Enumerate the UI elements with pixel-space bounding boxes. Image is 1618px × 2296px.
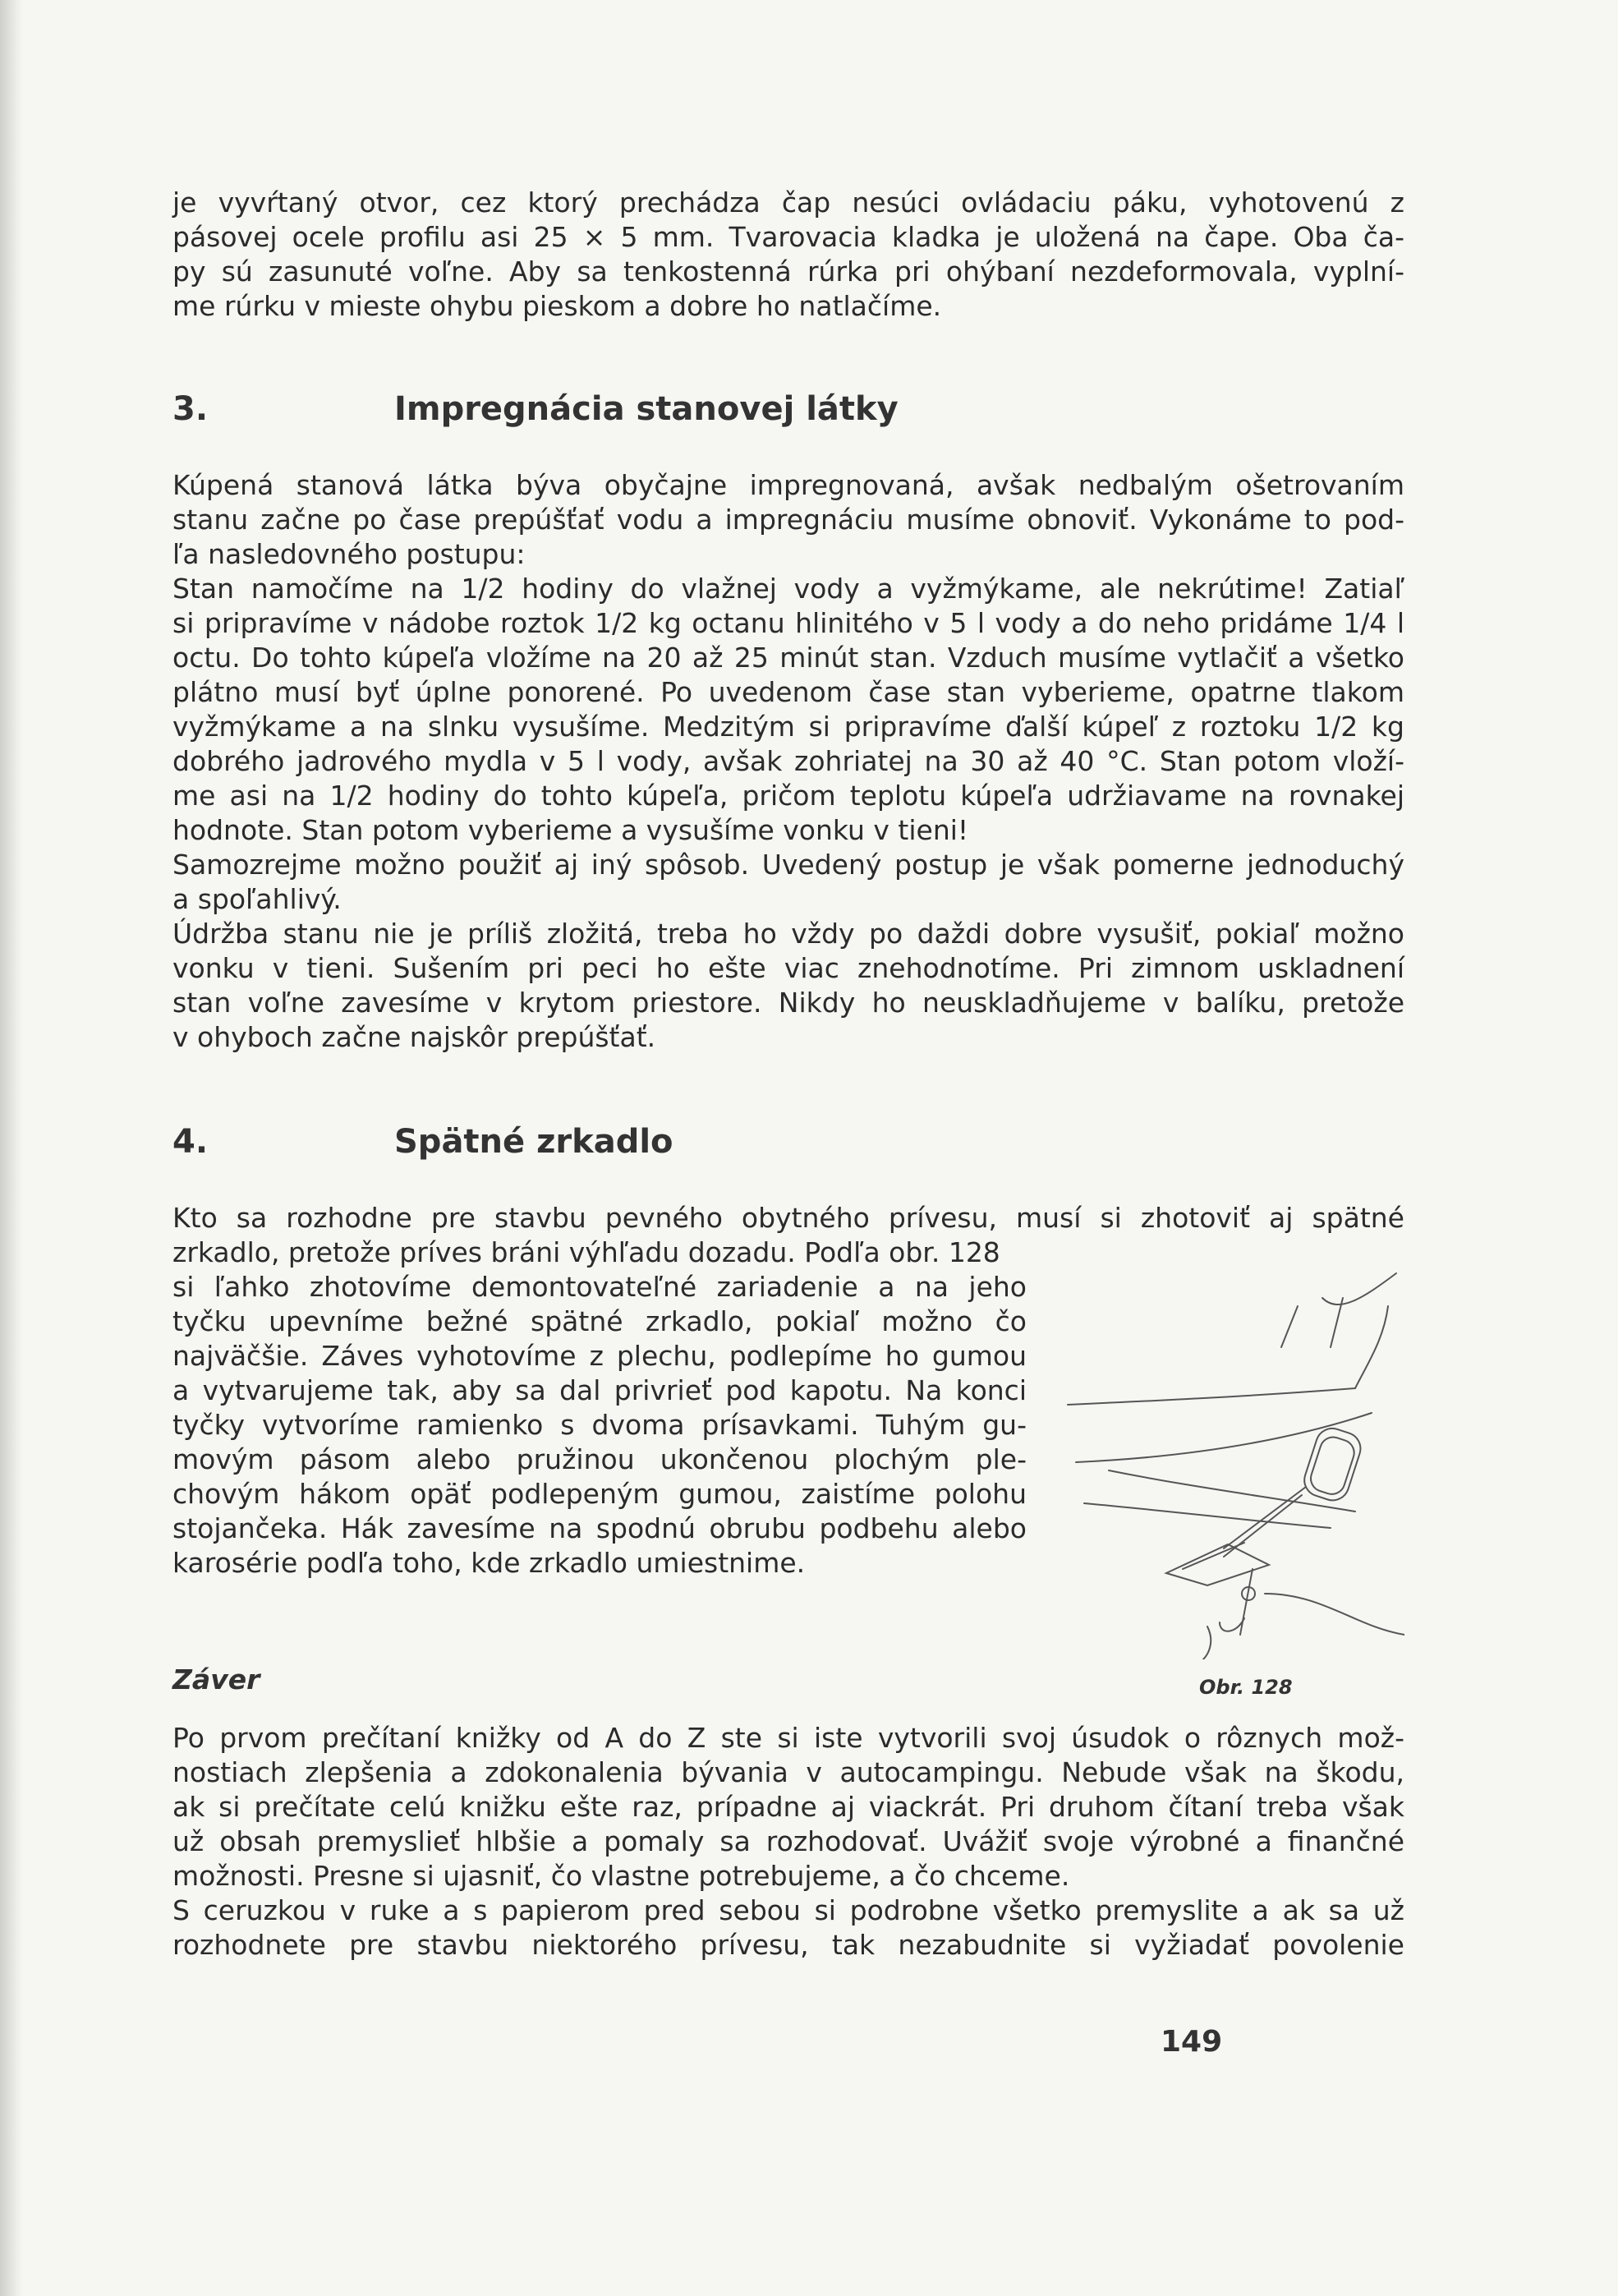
text-line: si pripravíme v nádobe roztok 1/2 kg octanu hlinitého v 5 l vody a do neho pridáme 1/4 l	[172, 607, 1404, 639]
text-line: vonku v tieni. Sušením pri peci ho ešte viac znehodnotíme. Pri zimnom uskladnení	[172, 952, 1404, 984]
text-line: je vyvŕtaný otvor, cez ktorý prechádza čap nesúci ovládaciu páku, vyhotovenú z	[172, 186, 1404, 219]
text-line: vyžmýkame a na slnku vysušíme. Medzitým si pripravíme ďalší kúpeľ z roztoku 1/2 kg	[172, 711, 1404, 743]
book-spine-shadow	[0, 0, 23, 2296]
section-4-heading	[172, 1123, 673, 1161]
text-line: Kúpená stanová látka býva obyčajne impregnovaná, avšak nedbalým ošetrovaním	[172, 469, 1404, 501]
text-line: me rúrku v mieste ohybu pieskom a dobre ho natlačíme.	[172, 290, 942, 322]
text-line: nostiach zlepšenia a zdokonalenia bývania v autocampingu. Nebude však na škodu,	[172, 1756, 1404, 1788]
text-line: Údržba stanu nie je príliš zložitá, treba ho vždy po daždi dobre vysušiť, pokiaľ možno	[172, 918, 1404, 950]
section-4-body	[172, 1270, 1027, 1581]
text-line: stanu začne po čase prepúšťať vodu a impregnáciu musíme obnoviť. Vykonáme to pod-	[172, 504, 1404, 536]
text-line: tyčku upevníme bežné spätné zrkadlo, pokiaľ možno čo	[172, 1305, 1027, 1337]
text-line: dobrého jadrového mydla v 5 l vody, avšak zohriatej na 30 až 40 °C. Stan potom vloží-	[172, 745, 1404, 777]
text-line: ľa nasledovného postupu:	[172, 538, 526, 570]
text-line: karosérie podľa toho, kde zrkadlo umiestnime.	[172, 1547, 806, 1579]
mirror-sketch-figure	[1060, 1249, 1404, 1659]
conclusion-body	[172, 1721, 1404, 1962]
intro-paragraph	[172, 186, 1404, 324]
text-line: stojančeka. Hák zavesíme na spodnú obrubu podbehu alebo	[172, 1512, 1027, 1544]
section-3-heading	[172, 390, 899, 428]
section-title: Spätné zrkadlo	[394, 1123, 673, 1161]
text-line: tyčky vytvoríme ramienko s dvoma prísavkami. Tuhým gu-	[172, 1409, 1027, 1441]
text-line: najväčšie. Záves vyhotovíme z plechu, podlepíme ho gumou	[172, 1340, 1027, 1372]
text-line: a vytvarujeme tak, aby sa dal privrieť pod kapotu. Na konci	[172, 1374, 1027, 1406]
text-line: Kto sa rozhodne pre stavbu pevného obytného prívesu, musí si zhotoviť aj spätné	[172, 1202, 1404, 1234]
text-line: movým pásom alebo pružinou ukončenou plochým ple-	[172, 1443, 1027, 1475]
text-line: a spoľahlivý.	[172, 883, 342, 915]
text-line: možnosti. Presne si ujasniť, čo vlastne potrebujeme, a čo chceme.	[172, 1860, 1070, 1892]
section-3-body	[172, 468, 1404, 1055]
text-line: me asi na 1/2 hodiny do tohto kúpeľa, pričom teplotu kúpeľa udržiavame na rovnakej	[172, 780, 1404, 812]
text-line: octu. Do tohto kúpeľa vložíme na 20 až 25 minút stan. Vzduch musíme vytlačiť a všetko	[172, 642, 1404, 674]
text-line: chovým hákom opäť podlepeným gumou, zaistíme polohu	[172, 1478, 1027, 1510]
figure-caption: Obr. 128	[1199, 1676, 1293, 1699]
text-line: stan voľne zavesíme v krytom priestore. Nikdy ho neuskladňujeme v balíku, pretože	[172, 987, 1404, 1019]
text-line: už obsah premyslieť hlbšie a pomaly sa rozhodovať. Uvážiť svoje výrobné a finančné	[172, 1825, 1404, 1857]
text-line: plátno musí byť úplne ponorené. Po uvedenom čase stan vyberieme, opatrne tlakom	[172, 676, 1404, 708]
text-line: Samozrejme možno použiť aj iný spôsob. Uvedený postup je však pomerne jednoduchý	[172, 849, 1404, 881]
section-number: 3.	[172, 390, 209, 428]
text-line: S ceruzkou v ruke a s papierom pred sebou si podrobne všetko premyslite a ak sa už	[172, 1894, 1404, 1926]
text-line: Stan namočíme na 1/2 hodiny do vlažnej vody a vyžmýkame, ale nekrútime! Zatiaľ	[172, 573, 1404, 605]
section-title: Impregnácia stanovej látky	[394, 390, 899, 428]
text-line: pásovej ocele profilu asi 25 × 5 mm. Tvarovacia kladka je uložená na čape. Oba ča-	[172, 221, 1404, 253]
conclusion-heading: Záver	[172, 1663, 260, 1696]
text-line: v ohyboch začne najskôr prepúšťať.	[172, 1021, 656, 1053]
section-number: 4.	[172, 1123, 209, 1161]
text-line: ak si prečítate celú knižku ešte raz, prípadne aj viackrát. Pri druhom čítaní treba však	[172, 1791, 1404, 1823]
text-line: zrkadlo, pretože príves bráni výhľadu dozadu. Podľa obr. 128	[172, 1236, 1000, 1268]
text-line: py sú zasunuté voľne. Aby sa tenkostenná rúrka pri ohýbaní nezdeformovala, vyplní-	[172, 255, 1404, 288]
page-number: 149	[1161, 2025, 1223, 2059]
text-line: si ľahko zhotovíme demontovateľné zariadenie a na jeho	[172, 1271, 1027, 1303]
text-line: Po prvom prečítaní knižky od A do Z ste si iste vytvorili svoj úsudok o rôznych mož-	[172, 1722, 1404, 1754]
text-line: hodnote. Stan potom vyberieme a vysušíme vonku v tieni!	[172, 814, 969, 846]
text-line: rozhodnete pre stavbu niektorého prívesu, tak nezabudnite si vyžiadať povolenie	[172, 1929, 1404, 1961]
